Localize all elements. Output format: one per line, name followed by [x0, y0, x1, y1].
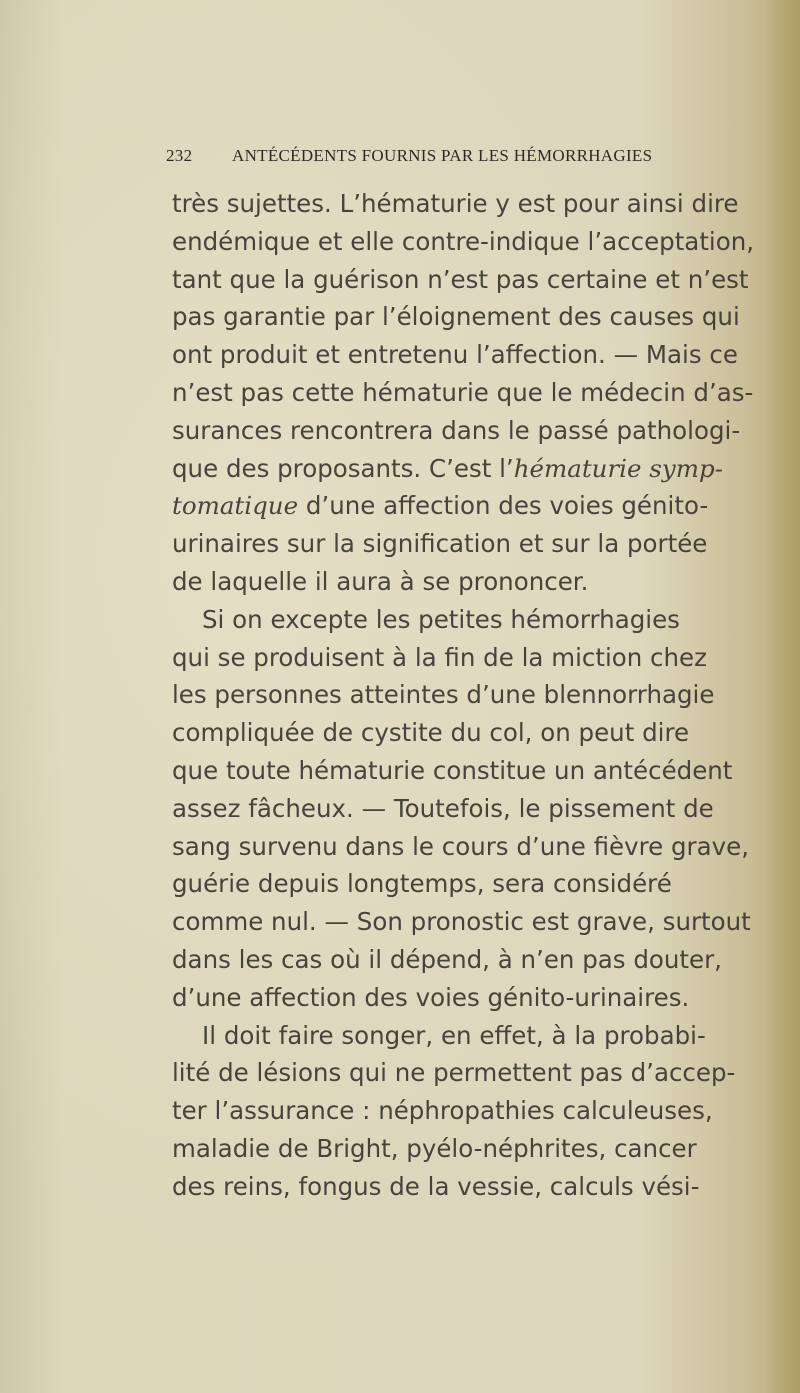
text-line: des reins, fongus de la vessie, calculs vési-	[172, 1171, 700, 1201]
text-line: surances rencontrera dans le passé pathologi-	[172, 415, 741, 445]
text-line: compliquée de cystite du col, on peut dire	[172, 718, 690, 748]
text-line: tomatique d’une affection des voies génito-	[172, 487, 742, 525]
text-line: d’une affection des voies génito-urinaires.	[172, 982, 690, 1012]
text-line: lité de lésions qui ne permettent pas d’accep-	[172, 1058, 736, 1088]
text-line: assez fâcheux. — Toutefois, le pissement de	[172, 793, 714, 823]
text-line: de laquelle il aura à se prononcer.	[172, 566, 589, 596]
text-line: les personnes atteintes d’une blennorrhagie	[172, 680, 715, 710]
text-line: ter l’assurance : néphropathies calculeuses,	[172, 1096, 713, 1126]
italic-text: hématurie symp-	[513, 453, 723, 483]
text-line: que toute hématurie constitue un antécédent	[172, 755, 733, 785]
text-line: comme nul. — Son pronostic est grave, surtout	[172, 907, 751, 937]
text-line: dans les cas où il dépend, à n’en pas douter,	[172, 944, 722, 974]
text-line: très sujettes. L’hématurie y est pour ainsi dire	[172, 189, 739, 218]
text-line: qui se produisent à la fin de la miction chez	[172, 642, 707, 672]
running-head: ANTÉCÉDENTS FOURNIS PAR LES HÉMORRHAGIES	[232, 146, 653, 165]
text-line: n’est pas cette hématurie que le médecin d’as-	[172, 377, 754, 407]
page-number: 232	[166, 146, 193, 165]
text-line: pas garantie par l’éloignement des causes qui	[172, 302, 740, 332]
text-line: maladie de Bright, pyélo-néphrites, cancer	[172, 1133, 697, 1163]
text-line: que des proposants. C’est l’ hématurie symp-	[172, 450, 742, 488]
page-header	[166, 146, 706, 172]
text-line: urinaires sur la signification et sur la portée	[172, 529, 708, 559]
italic-text: tomatique	[172, 491, 299, 521]
text-line: endémique et elle contre-indique l’acceptation,	[172, 226, 755, 256]
paragraph-start-line: Si on excepte les petites hémorrhagies	[202, 604, 680, 634]
text-line: guérie depuis longtemps, sera considéré	[172, 869, 672, 899]
body-text	[172, 185, 755, 1206]
text-line: sang survenu dans le cours d’une fièvre grave,	[172, 831, 750, 861]
text-line: ont produit et entretenu l’affection. — Mais ce	[172, 340, 738, 370]
paragraph-start-line: Il doit faire songer, en effet, à la probabi-	[202, 1020, 706, 1050]
text-line: tant que la guérison n’est pas certaine et n’est	[172, 264, 749, 294]
